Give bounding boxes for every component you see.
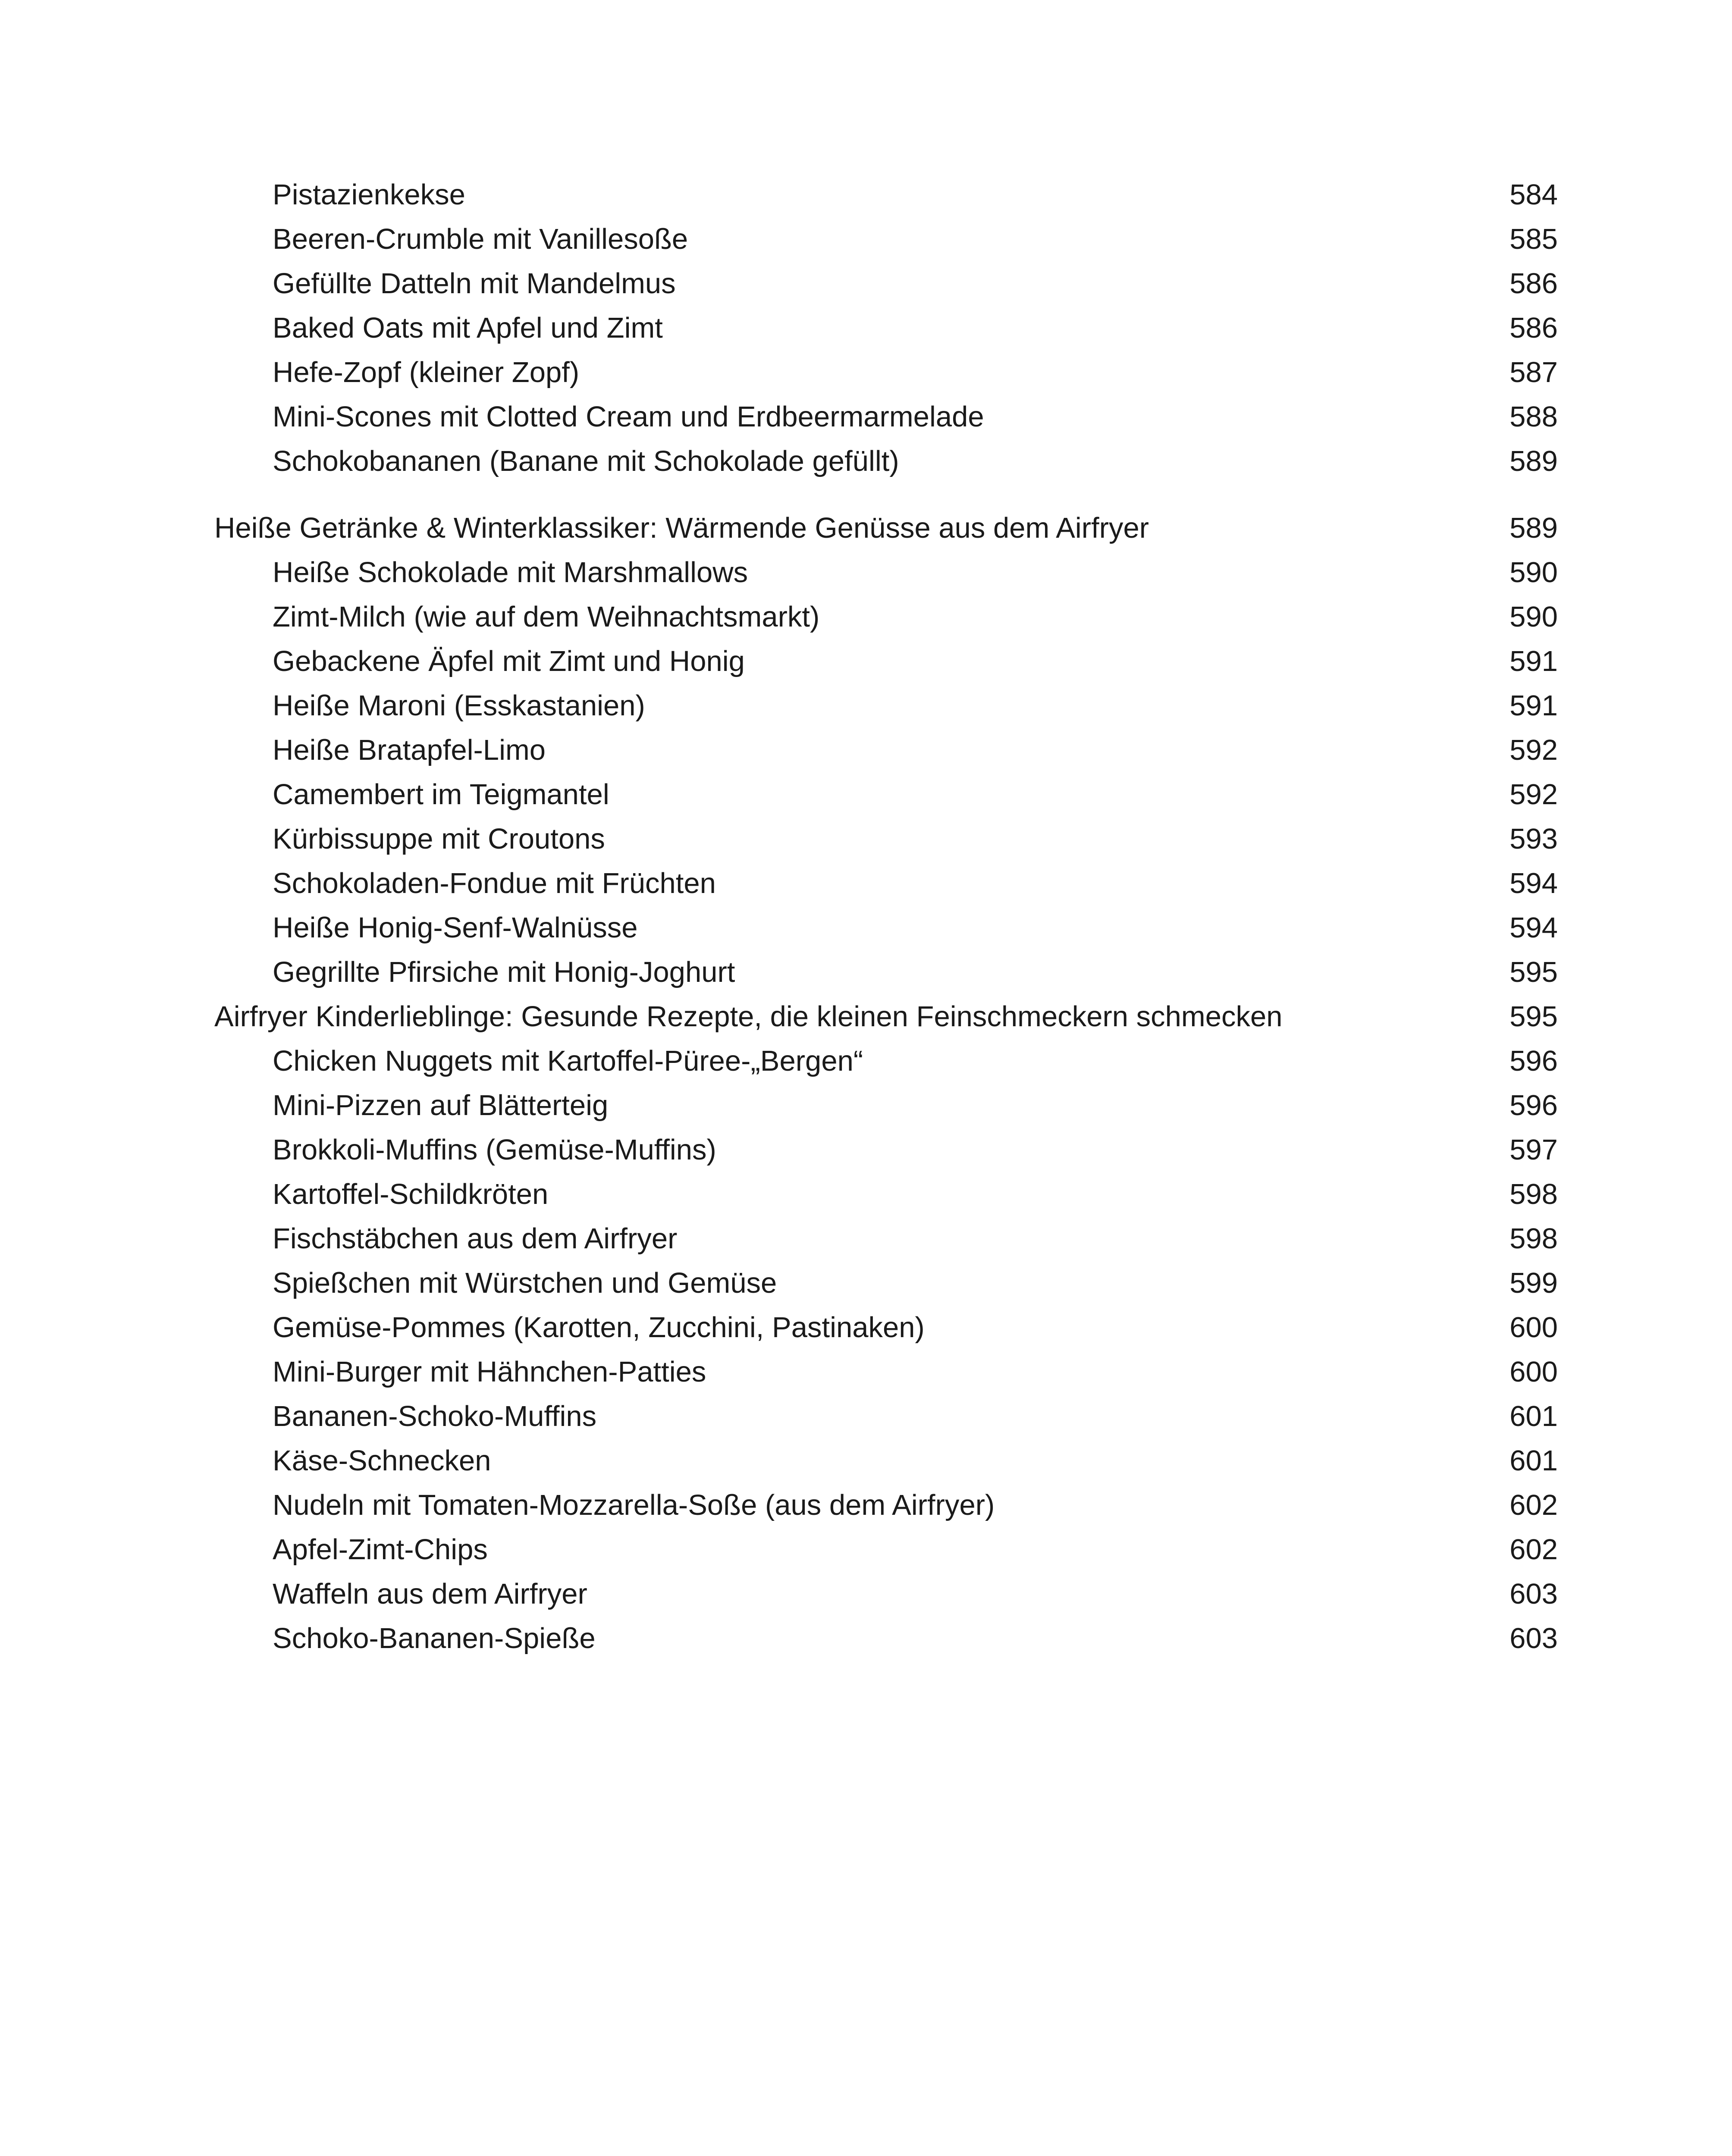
toc-entry-page-number: 594 (1509, 867, 1558, 899)
toc-entry (0, 395, 1732, 439)
toc-entry-page-number: 603 (1509, 1622, 1558, 1655)
toc-section-entry (0, 994, 1732, 1039)
toc-entry-title: Chicken Nuggets mit Kartoffel-Püree-„Bergen“ (273, 1045, 863, 1077)
toc-entry-page-number: 603 (1509, 1578, 1558, 1610)
toc-entry-page-number: 601 (1509, 1445, 1558, 1477)
toc-entry-page-number: 598 (1509, 1178, 1558, 1210)
toc-entry (0, 817, 1732, 861)
toc-entry-page-number: 600 (1509, 1311, 1558, 1344)
toc-entry (0, 439, 1732, 483)
toc-entry-page-number: 589 (1509, 512, 1558, 544)
toc-entry-page-number: 587 (1509, 356, 1558, 389)
toc-entry (0, 261, 1732, 306)
toc-entry-title: Gefüllte Datteln mit Mandelmus (273, 267, 676, 300)
toc-entry (0, 306, 1732, 350)
toc-entry (0, 172, 1732, 217)
toc-entry-title: Schoko-Bananen-Spieße (273, 1622, 596, 1655)
toc-entry-page-number: 594 (1509, 912, 1558, 944)
toc-entry (0, 1616, 1732, 1661)
toc-entry-title: Kürbissuppe mit Croutons (273, 823, 605, 855)
toc-entry-title: Fischstäbchen aus dem Airfryer (273, 1222, 678, 1255)
toc-entry (0, 550, 1732, 595)
toc-entry (0, 1572, 1732, 1616)
toc-entry-title: Baked Oats mit Apfel und Zimt (273, 312, 663, 344)
toc-entry-title: Mini-Scones mit Clotted Cream und Erdbeermarmelade (273, 401, 984, 433)
toc-entry-title: Schokobananen (Banane mit Schokolade gefüllt) (273, 445, 899, 477)
toc-entry (0, 217, 1732, 261)
toc-entry-page-number: 600 (1509, 1356, 1558, 1388)
toc-entry-page-number: 597 (1509, 1134, 1558, 1166)
toc-entry (0, 1394, 1732, 1438)
toc-entry (0, 1039, 1732, 1083)
toc-entry (0, 772, 1732, 817)
toc-entry-page-number: 601 (1509, 1400, 1558, 1432)
toc-entry (0, 639, 1732, 683)
toc-entry-page-number: 590 (1509, 556, 1558, 589)
toc-entry-title: Heiße Bratapfel-Limo (273, 734, 546, 766)
toc-entry-title: Heiße Honig-Senf-Walnüsse (273, 912, 638, 944)
toc-entry-title: Gemüse-Pommes (Karotten, Zucchini, Pastinaken) (273, 1311, 925, 1344)
toc-entry-page-number: 602 (1509, 1533, 1558, 1566)
toc-entry-title: Kartoffel-Schildkröten (273, 1178, 549, 1210)
toc-entry-title: Schokoladen-Fondue mit Früchten (273, 867, 716, 899)
toc-entry-page-number: 585 (1509, 223, 1558, 255)
toc-entry (0, 1483, 1732, 1527)
toc-entry (0, 950, 1732, 994)
toc-entry (0, 1216, 1732, 1261)
toc-entry-title: Brokkoli-Muffins (Gemüse-Muffins) (273, 1134, 716, 1166)
toc-entry (0, 595, 1732, 639)
toc-entry-title: Heiße Maroni (Esskastanien) (273, 689, 645, 722)
toc-entry-title: Bananen-Schoko-Muffins (273, 1400, 597, 1432)
toc-entry-title: Zimt-Milch (wie auf dem Weihnachtsmarkt) (273, 601, 820, 633)
toc-entry-page-number: 584 (1509, 179, 1558, 211)
toc-entry (0, 1083, 1732, 1128)
toc-entry-title: Heiße Schokolade mit Marshmallows (273, 556, 748, 589)
toc-entry-page-number: 588 (1509, 401, 1558, 433)
toc-entry-title: Hefe-Zopf (kleiner Zopf) (273, 356, 580, 389)
toc-entry-title: Camembert im Teigmantel (273, 778, 609, 811)
toc-entry (0, 1305, 1732, 1350)
toc-entry-title: Waffeln aus dem Airfryer (273, 1578, 587, 1610)
toc-entry-title: Käse-Schnecken (273, 1445, 491, 1477)
toc-entry (0, 728, 1732, 772)
toc-entry (0, 861, 1732, 906)
toc-entry-page-number: 586 (1509, 267, 1558, 300)
toc-section-entry (0, 506, 1732, 550)
toc-entry-page-number: 590 (1509, 601, 1558, 633)
toc-entry-page-number: 598 (1509, 1222, 1558, 1255)
toc-entry (0, 1350, 1732, 1394)
toc-entry (0, 906, 1732, 950)
toc-entry-page-number: 599 (1509, 1267, 1558, 1299)
toc-entry-title: Mini-Burger mit Hähnchen-Patties (273, 1356, 706, 1388)
toc-entry-page-number: 596 (1509, 1045, 1558, 1077)
toc-entry-page-number: 595 (1509, 1000, 1558, 1033)
toc-entry-title: Airfryer Kinderlieblinge: Gesunde Rezepte, die kleinen Feinschmeckern schmecken (214, 1000, 1283, 1033)
toc-entry-title: Gebackene Äpfel mit Zimt und Honig (273, 645, 745, 677)
toc-entry-title: Mini-Pizzen auf Blätterteig (273, 1089, 609, 1122)
toc-entry-page-number: 593 (1509, 823, 1558, 855)
toc-entry-page-number: 591 (1509, 645, 1558, 677)
toc-entry-title: Pistazienkekse (273, 179, 465, 211)
toc-entry (0, 1438, 1732, 1483)
toc-entry (0, 1128, 1732, 1172)
toc-entry (0, 350, 1732, 395)
toc-entry-page-number: 596 (1509, 1089, 1558, 1122)
toc-entry-page-number: 592 (1509, 778, 1558, 811)
toc-entry-title: Nudeln mit Tomaten-Mozzarella-Soße (aus dem Airfryer) (273, 1489, 995, 1521)
toc-entry-page-number: 595 (1509, 956, 1558, 988)
toc-entry-page-number: 602 (1509, 1489, 1558, 1521)
toc-entry-title: Beeren-Crumble mit Vanillesoße (273, 223, 688, 255)
toc-entry (0, 1527, 1732, 1572)
toc-entry (0, 1261, 1732, 1305)
toc-entry (0, 1172, 1732, 1216)
toc-entry-title: Spießchen mit Würstchen und Gemüse (273, 1267, 777, 1299)
toc-entry-title: Apfel-Zimt-Chips (273, 1533, 488, 1566)
toc-entry-page-number: 592 (1509, 734, 1558, 766)
toc-entry-page-number: 591 (1509, 689, 1558, 722)
toc-entry-page-number: 586 (1509, 312, 1558, 344)
toc-entry (0, 683, 1732, 728)
toc-entry-title: Heiße Getränke & Winterklassiker: Wärmende Genüsse aus dem Airfryer (214, 512, 1149, 544)
table-of-contents (0, 172, 1732, 1661)
toc-entry-title: Gegrillte Pfirsiche mit Honig-Joghurt (273, 956, 735, 988)
toc-entry-page-number: 589 (1509, 445, 1558, 477)
